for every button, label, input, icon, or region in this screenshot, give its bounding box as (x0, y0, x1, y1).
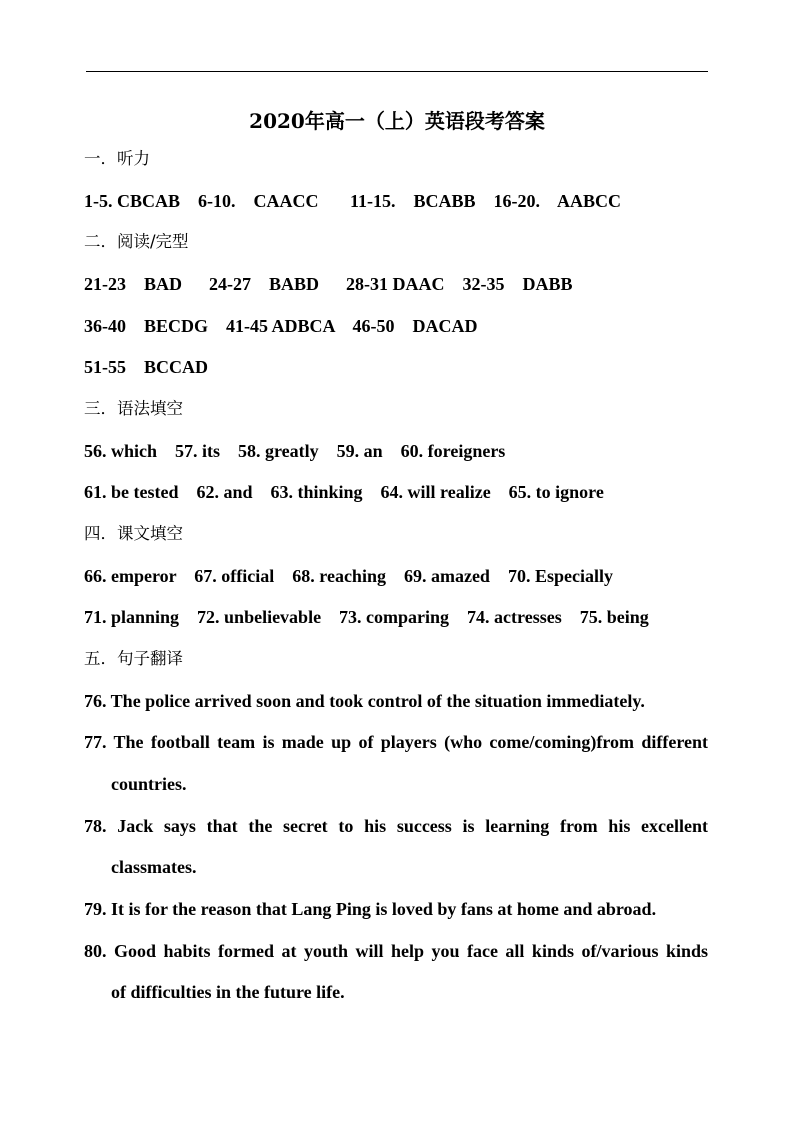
translation-77-line2: countries. (111, 774, 187, 794)
answer-line-grammar-1: 56. which 57. its 58. greatly 59. an 60. foreigners (84, 441, 506, 461)
translation-77-line1: 77. The football team is made up of players (who come/coming)from different (84, 732, 708, 752)
header-rule (86, 71, 708, 72)
page-title: 2020年高一（上）英语段考答案 (249, 109, 545, 133)
translation-78-line2: classmates. (111, 857, 197, 877)
section-heading-grammar: 三．语法填空 (84, 399, 183, 418)
translation-80-line2: of difficulties in the future life. (111, 982, 345, 1002)
answer-line-grammar-2: 61. be tested 62. and 63. thinking 64. will realize 65. to ignore (84, 482, 604, 502)
translation-76: 76. The police arrived soon and took control of the situation immediately. (84, 691, 645, 711)
section-heading-listening: 一．听力 (84, 149, 150, 168)
translation-78-line1: 78. Jack says that the secret to his success is learning from his excellent (84, 816, 708, 836)
section-heading-reading: 二．阅读/完型 (84, 232, 189, 251)
translation-79: 79. It is for the reason that Lang Ping is loved by fans at home and abroad. (84, 899, 657, 919)
answer-line-reading-3: 51-55 BCCAD (84, 357, 208, 377)
answer-line-reading-1: 21-23 BAD 24-27 BABD 28-31 DAAC 32-35 DABB (84, 274, 573, 294)
section-heading-text-fill: 四．课文填空 (84, 524, 183, 543)
answer-line-text-fill-1: 66. emperor 67. official 68. reaching 69. amazed 70. Especially (84, 566, 613, 586)
translation-80-line1: 80. Good habits formed at youth will help you face all kinds of/various kinds (84, 941, 708, 961)
section-heading-translation: 五．句子翻译 (84, 649, 183, 668)
answer-line-listening: 1-5. CBCAB 6-10. CAACC 11-15. BCABB 16-20. AABCC (84, 191, 622, 211)
answer-line-reading-2: 36-40 BECDG 41-45 ADBCA 46-50 DACAD (84, 316, 478, 336)
answer-line-text-fill-2: 71. planning 72. unbelievable 73. comparing 74. actresses 75. being (84, 607, 649, 627)
